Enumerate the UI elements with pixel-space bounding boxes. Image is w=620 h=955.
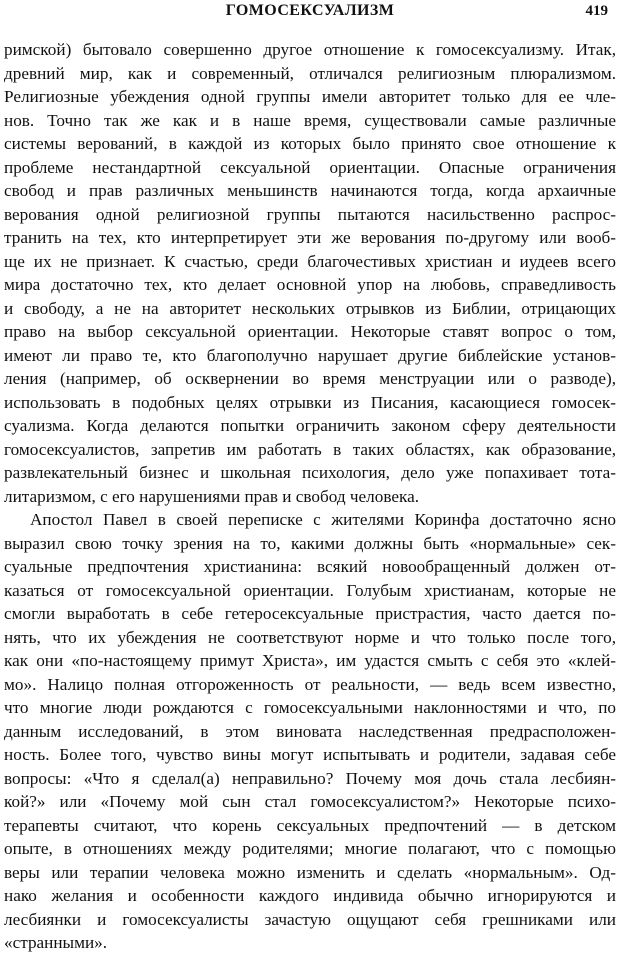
text-line: нов. Точно так же как и в наше время, существовали самые различные: [4, 110, 616, 130]
text-line: казаться от гомосексуальной ориентации. Голубым христианам, которые не: [4, 580, 616, 600]
text-line: нять, что их убеждения не соответствуют норме и что только после того,: [4, 627, 616, 647]
text-line: Религиозные убеждения одной группы имели авторитет только для ее чле-: [4, 87, 616, 106]
text-line: ность. Более того, чувство вины могут испытывать и родители, задавая себе: [4, 745, 616, 764]
text-line: данным исследований, в этом виновата наследственная предрасположен-: [4, 721, 616, 741]
body-text: [4, 38, 616, 955]
page-header: [4, 0, 616, 24]
text-line: лесбиянки и гомосексуалисты зачастую ощущают себя грешниками или: [4, 909, 616, 929]
text-line: мо». Налицо полная отгороженность от реальности, — ведь всем известно,: [4, 674, 616, 694]
text-line: мира достаточно тех, кто делает основной упор на любовь, справедливость: [4, 275, 616, 294]
text-line: суализма. Когда делаются попытки ограничить законом сферу деятельности: [4, 416, 616, 435]
text-line: проблеме нестандартной сексуальной ориентации. Опасные ограничения: [4, 157, 616, 177]
paragraph-2: [4, 508, 616, 955]
text-line: что многие люди рождаются с гомосексуальными наклонностями и что, по: [4, 698, 616, 717]
page-number: 419: [585, 3, 608, 19]
text-line: ще их не признает. К счастью, среди благочестивых христиан и иудеев всего: [4, 251, 616, 271]
text-line: системы верований, в каждой из которых было принято свое отношение к: [4, 134, 616, 153]
text-line: выразил свою точку зрения на то, какими должны быть «нормальные» сек-: [4, 533, 616, 553]
text-line: транить на тех, кто интерпретирует эти же верования по-другому или вооб-: [4, 228, 616, 247]
text-line: «странными».: [4, 933, 108, 952]
text-line: опыте, в отношениях между родителями; многие полагают, что с помощью: [4, 839, 616, 858]
text-line: смогли выработать в себе гетеросексуальные пристрастия, часто дается по-: [4, 604, 616, 623]
text-line: кой?» или «Почему мой сын стал гомосексуалистом?» Некоторые психо-: [4, 792, 616, 811]
text-line: нако желания и особенности каждого индивида обычно игнорируются и: [4, 886, 616, 905]
text-line: свобод и прав различных меньшинств начинаются тогда, когда архаичные: [4, 181, 616, 200]
text-line: имеют ли право те, кто благополучно нарушает другие библейские установ-: [4, 345, 616, 365]
text-line: гомосексуалистов, запретив им работать в таких областях, как образование,: [4, 439, 616, 459]
running-title: ГОМОСЕКСУАЛИЗМ: [225, 2, 395, 19]
paragraph-1: [4, 38, 616, 508]
text-line: Апостол Павел в своей переписке с жителями Коринфа достаточно ясно: [30, 510, 616, 529]
text-line: использовать в подобных целях отрывки из Писания, касающиеся гомосек-: [4, 392, 616, 412]
text-line: право на выбор сексуальной ориентации. Некоторые ставят вопрос о том,: [4, 322, 616, 341]
text-line: литаризмом, с его нарушениями прав и свобод человека.: [4, 486, 419, 506]
text-line: и свободу, а не на авторитет нескольких отрывков из Библии, отрицающих: [4, 298, 616, 318]
text-line: суальные предпочтения христианина: всякий новообращенный должен от-: [4, 557, 616, 576]
text-line: верования одной религиозной группы пытаются насильственно распрос-: [4, 204, 616, 224]
text-line: вопросы: «Что я сделал(а) неправильно? Почему моя дочь стала лесбиян-: [4, 768, 616, 788]
text-line: развлекательный бизнес и школьная психология, дело уже попахивает тота-: [4, 463, 616, 482]
text-line: терапевты считают, что корень сексуальных предпочтений — в детском: [4, 815, 616, 835]
text-line: ления (например, об осквернении во время менструации или о разводе),: [4, 369, 616, 388]
text-line: римской) бытовало совершенно другое отношение к гомосексуализму. Итак,: [4, 40, 616, 59]
text-line: веры или терапии человека можно изменить и сделать «нормальным». Од-: [4, 862, 616, 882]
text-line: как они «по-настоящему примут Христа», им удастся смыть с себя это «клей-: [4, 651, 616, 670]
text-line: древний мир, как и современный, отличался религиозным плюрализмом.: [4, 63, 616, 83]
